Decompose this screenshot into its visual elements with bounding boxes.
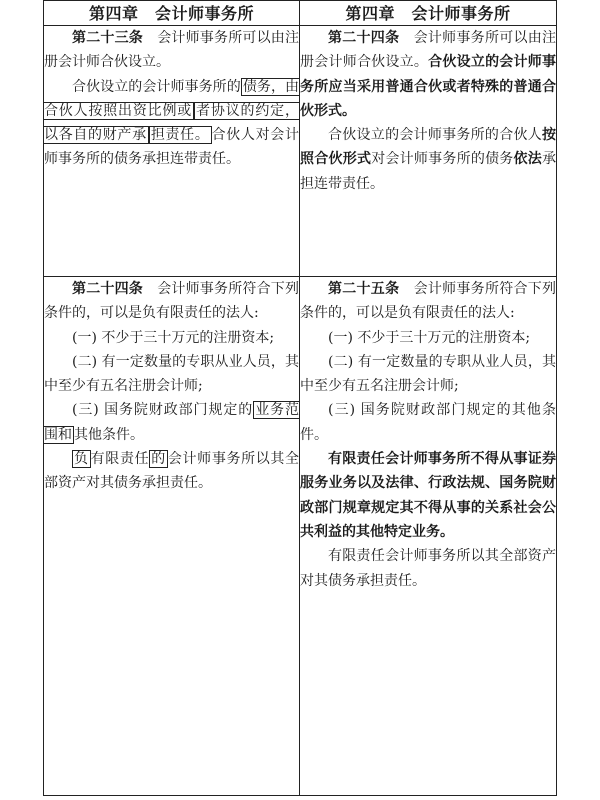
comparison-table [43, 0, 557, 796]
left-art24-item1: (一) 不少于三十万元的注册资本; [72, 329, 275, 346]
deleted-text-box: 业务范围和 [44, 402, 300, 443]
deleted-text-box: 债务，由合伙人按照出资比例或 [44, 78, 300, 119]
right-art25-para6: 有限责任会计师事务所以其全部资产对其债务承担责任。 [300, 548, 556, 589]
left-art24-para5: 负 有限责任 的 会计师事务所以其全部资产对其债务承担责任。 [44, 451, 300, 492]
right-art25-item2: (二) 有一定数量的专职从业人员，其中至少有五名注册会计师; [300, 353, 556, 395]
left-chapter-title: 第四章 会计师事务所 [44, 1, 300, 26]
deleted-text-box: 者协议的约定，以各自的财产承 [44, 102, 299, 144]
added-text: 依法 [513, 151, 543, 168]
right-art24-para2: 合伙设立的会计师事务所的合伙人按照合伙形式对会计师事务所的债务依法承担连带责任。 [300, 127, 557, 192]
article-label: 第二十四条 [328, 30, 400, 46]
added-text: 合伙设立的会计师事务所应当采用普通合伙或者特殊的普通合伙形式。 [300, 54, 557, 119]
right-art25-item1: (一) 不少于三十万元的注册资本; [328, 329, 531, 346]
right-art25-added-para: 有限责任会计师事务所不得从事证券服务业务以及法律、行政法规、国务院财政部门规章规定其不得从事的关系社会公共利益的其他特定业务。 [300, 451, 556, 540]
right-chapter-title: 第四章 会计师事务所 [300, 1, 557, 26]
left-art23-para1: 第二十三条 会计师事务所可以由注册会计师合伙设立。 [44, 30, 299, 71]
left-article-24-cell [44, 277, 300, 796]
right-art24-para1: 第二十四条 会计师事务所可以由注册会计师合伙设立。合伙设立的会计师事务所应当采用普通合伙或者特殊的普通合伙形式。 [300, 30, 557, 119]
left-art24-para1: 第二十四条 会计师事务所符合下列条件的，可以是负有限责任的法人: [44, 281, 299, 322]
added-text: 按照合伙形式 [300, 127, 556, 168]
right-article-24-cell [300, 26, 557, 277]
right-art25-para1: 第二十五条 会计师事务所符合下列条件的，可以是负有限责任的法人: [300, 281, 557, 322]
article-label: 第二十五条 [328, 281, 400, 297]
deleted-text-box: 负 [74, 451, 89, 468]
right-art25-item3: (三) 国务院财政部门规定的其他条件。 [300, 402, 556, 443]
deleted-text-box: 的 [151, 451, 166, 468]
left-art24-item2: (二) 有一定数量的专职从业人员，其中至少有五名注册会计师; [44, 353, 299, 395]
left-article-23-cell [44, 26, 300, 277]
article-label: 第二十三条 [72, 30, 143, 46]
deleted-text-box: 担责任。 [150, 127, 210, 144]
left-art23-para2: 合伙设立的会计师事务所的 债务，由合伙人按照出资比例或 者协议的约定，以各自的财产承 担责任。 合伙人对会计师事务所的债务承担连带责任。 [44, 78, 300, 168]
article-label: 第二十四条 [72, 281, 143, 297]
right-article-25-cell [300, 277, 557, 796]
left-art24-item3: (三) 国务院财政部门规定的 业务范围和 其他条件。 [44, 402, 300, 443]
